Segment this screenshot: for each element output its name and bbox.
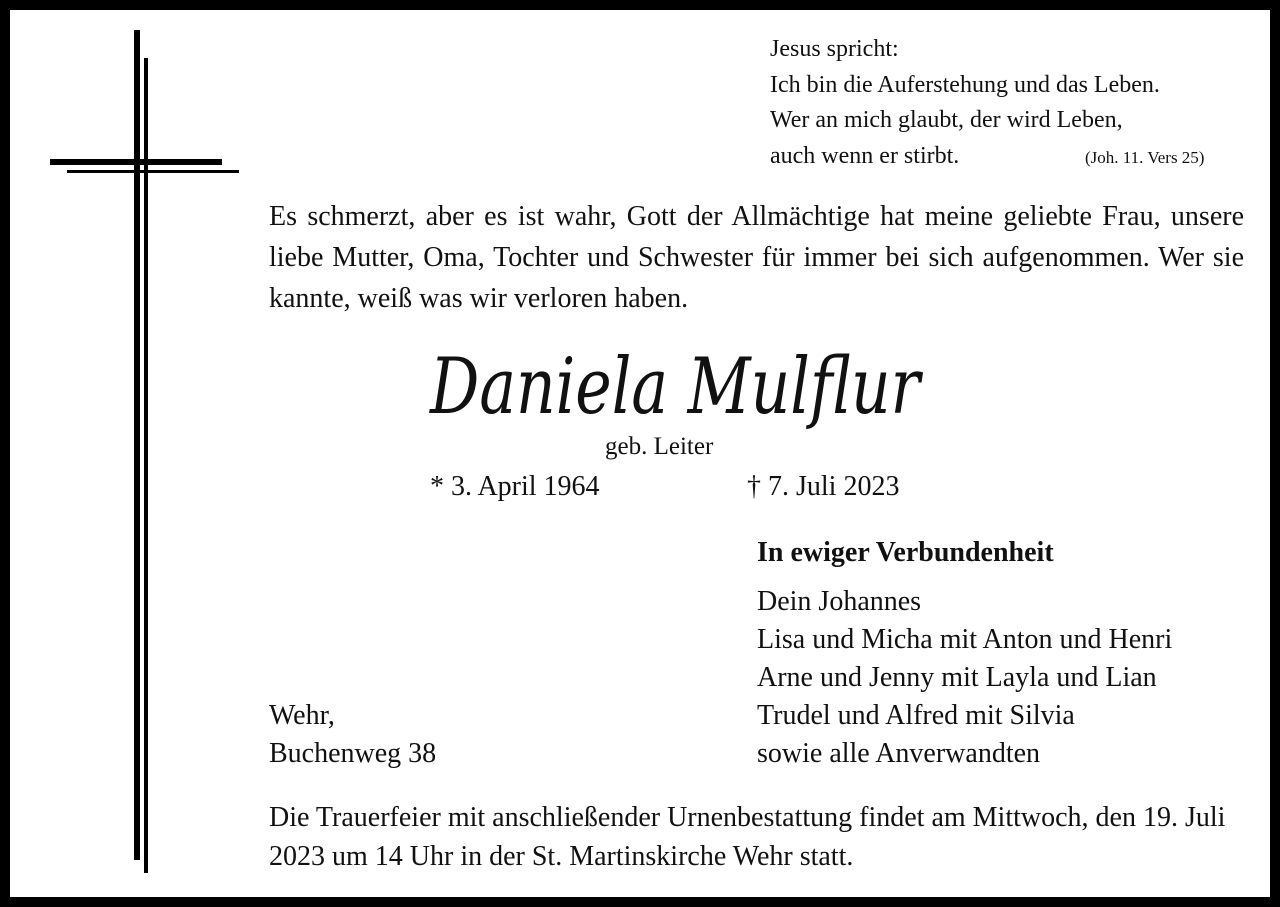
bible-quote bbox=[770, 32, 1205, 174]
family-list bbox=[757, 583, 1172, 773]
family-member: Trudel und Alfred mit Silvia bbox=[757, 700, 1075, 731]
family-member: Arne und Jenny mit Layla und Lian bbox=[757, 662, 1157, 693]
address-line: Buchenweg 38 bbox=[269, 738, 437, 769]
death-date: † 7. Juli 2023 bbox=[747, 471, 900, 502]
obituary-card bbox=[10, 10, 1270, 897]
intro-text: Es schmerzt, aber es ist wahr, Gott der Allmächtige hat meine geliebte Frau, unsere liebe Mutter, Oma, Tochter und Schwester für immer bei sich aufgenommen. Wer sie kannte, weiß was wir verloren haben. bbox=[269, 201, 1244, 314]
maiden-name: geb. Leiter bbox=[605, 433, 714, 460]
family-member: sowie alle Anverwandten bbox=[757, 738, 1041, 769]
address bbox=[269, 697, 436, 773]
deceased-name-text: Daniela Mulflur bbox=[428, 342, 924, 432]
family-heading: In ewiger Verbundenheit bbox=[757, 537, 1054, 568]
birth-date: * 3. April 1964 bbox=[430, 471, 600, 502]
family-member: Lisa und Micha mit Anton und Henri bbox=[757, 624, 1173, 655]
family-member: Dein Johannes bbox=[757, 586, 922, 617]
address-line: Wehr, bbox=[269, 700, 335, 731]
quote-line: Wer an mich glaubt, der wird Leben, bbox=[770, 107, 1123, 133]
deceased-name bbox=[405, 333, 945, 443]
service-info: Die Trauerfeier mit anschließender Urnenbestattung findet am Mittwoch, den 19. Juli 2023 um 14 Uhr in der St. Martinskirche Wehr statt. bbox=[269, 802, 1226, 872]
quote-line: Jesus spricht: bbox=[770, 36, 899, 62]
quote-reference: (Joh. 11. Vers 25) bbox=[1085, 148, 1205, 167]
quote-line: Ich bin die Auferstehung und das Leben. bbox=[770, 71, 1160, 98]
quote-line: auch wenn er stirbt. bbox=[770, 142, 960, 169]
